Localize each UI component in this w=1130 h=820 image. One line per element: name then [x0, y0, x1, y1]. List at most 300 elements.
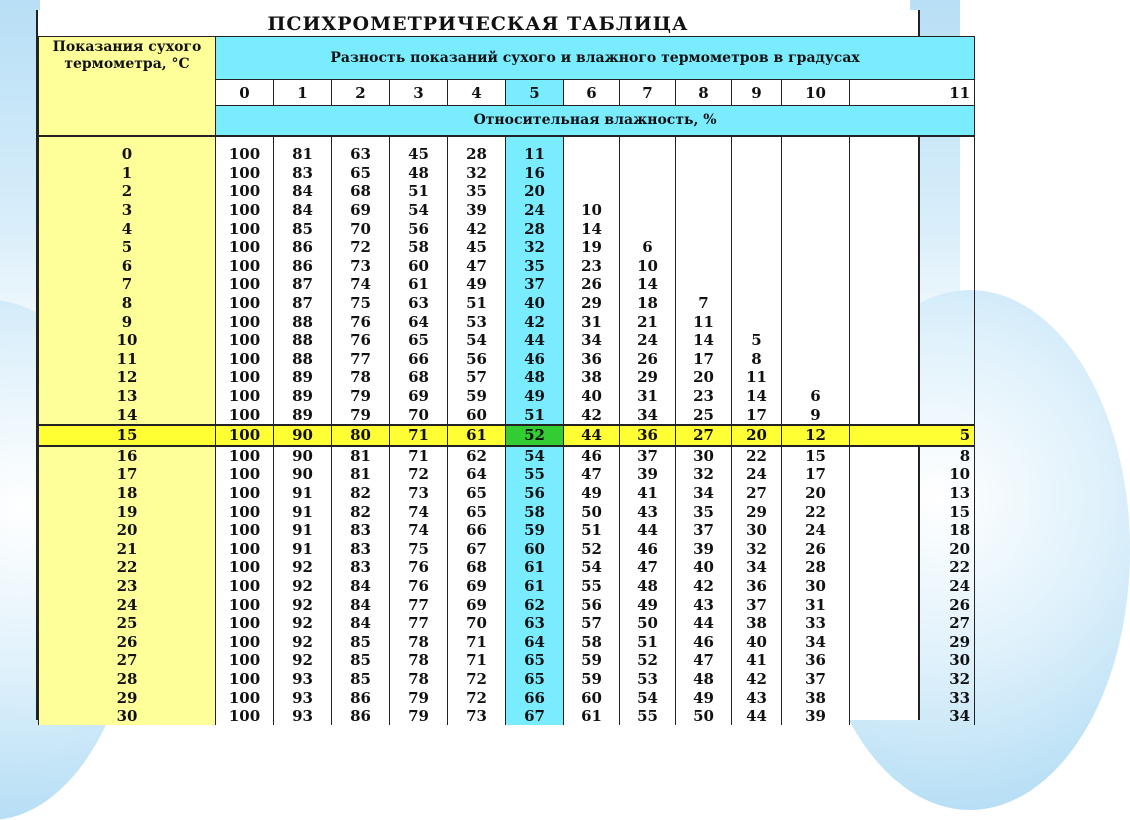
humidity-cell: 100	[216, 387, 274, 406]
humidity-cell: 100	[216, 405, 274, 425]
humidity-cell	[850, 387, 975, 406]
humidity-cell: 24	[850, 577, 975, 596]
dry-temperature-cell: 11	[39, 350, 216, 369]
humidity-cell: 61	[506, 577, 564, 596]
table-row	[39, 294, 975, 313]
humidity-cell: 30	[850, 651, 975, 670]
humidity-cell: 100	[216, 707, 274, 726]
humidity-cell: 44	[732, 707, 782, 726]
humidity-cell: 72	[448, 670, 506, 689]
humidity-cell: 86	[274, 238, 332, 257]
humidity-cell: 46	[564, 446, 620, 466]
humidity-cell: 38	[732, 614, 782, 633]
dry-temperature-cell: 12	[39, 368, 216, 387]
table-row	[39, 502, 975, 521]
humidity-cell: 69	[332, 201, 390, 220]
humidity-cell: 17	[782, 465, 850, 484]
humidity-cell: 84	[332, 595, 390, 614]
table-row	[39, 688, 975, 707]
humidity-cell: 72	[390, 465, 448, 484]
humidity-cell	[850, 312, 975, 331]
humidity-cell: 53	[448, 312, 506, 331]
humidity-cell: 20	[782, 484, 850, 503]
humidity-cell: 68	[448, 558, 506, 577]
dry-temperature-cell: 25	[39, 614, 216, 633]
humidity-cell: 52	[506, 425, 564, 446]
humidity-cell: 65	[390, 331, 448, 350]
humidity-cell: 91	[274, 521, 332, 540]
humidity-cell: 44	[620, 521, 676, 540]
humidity-cell: 36	[620, 425, 676, 446]
humidity-cell: 6	[782, 387, 850, 406]
humidity-cell: 50	[620, 614, 676, 633]
humidity-cell: 48	[676, 670, 732, 689]
humidity-cell: 86	[332, 707, 390, 726]
humidity-cell: 14	[676, 331, 732, 350]
humidity-cell	[732, 182, 782, 201]
humidity-cell: 59	[564, 670, 620, 689]
humidity-cell: 20	[676, 368, 732, 387]
humidity-cell: 85	[332, 632, 390, 651]
humidity-cell: 76	[390, 558, 448, 577]
humidity-cell: 42	[676, 577, 732, 596]
humidity-cell: 69	[448, 577, 506, 596]
humidity-cell: 78	[390, 632, 448, 651]
humidity-cell	[850, 350, 975, 369]
humidity-cell: 65	[332, 164, 390, 183]
humidity-cell: 65	[448, 484, 506, 503]
humidity-cell: 37	[676, 521, 732, 540]
humidity-cell: 61	[506, 558, 564, 577]
humidity-cell	[782, 275, 850, 294]
humidity-cell: 38	[564, 368, 620, 387]
dry-temperature-cell: 17	[39, 465, 216, 484]
humidity-cell: 18	[620, 294, 676, 313]
humidity-cell: 24	[732, 465, 782, 484]
humidity-cell: 35	[506, 257, 564, 276]
humidity-cell: 15	[850, 502, 975, 521]
humidity-cell: 40	[676, 558, 732, 577]
humidity-cell: 12	[782, 425, 850, 446]
table-row	[39, 145, 975, 164]
humidity-cell: 49	[620, 595, 676, 614]
humidity-cell	[620, 219, 676, 238]
humidity-cell: 100	[216, 521, 274, 540]
dry-temperature-cell: 15	[39, 425, 216, 446]
humidity-cell: 100	[216, 465, 274, 484]
dry-temperature-cell: 24	[39, 595, 216, 614]
humidity-cell: 17	[676, 350, 732, 369]
humidity-cell: 100	[216, 257, 274, 276]
difference-column-header: 0	[216, 80, 274, 105]
humidity-cell: 34	[732, 558, 782, 577]
dry-temperature-cell: 5	[39, 238, 216, 257]
humidity-cell	[782, 238, 850, 257]
humidity-cell: 88	[274, 350, 332, 369]
humidity-cell: 24	[782, 521, 850, 540]
humidity-cell	[732, 275, 782, 294]
humidity-cell: 48	[390, 164, 448, 183]
humidity-cell: 38	[782, 688, 850, 707]
humidity-cell: 51	[448, 294, 506, 313]
humidity-cell: 75	[390, 539, 448, 558]
humidity-cell: 16	[506, 164, 564, 183]
humidity-cell	[564, 145, 620, 164]
humidity-cell: 28	[782, 558, 850, 577]
humidity-cell: 100	[216, 145, 274, 164]
humidity-cell	[850, 405, 975, 425]
humidity-cell	[676, 164, 732, 183]
humidity-cell: 15	[782, 446, 850, 466]
humidity-cell: 44	[676, 614, 732, 633]
humidity-cell: 100	[216, 614, 274, 633]
dry-temperature-cell: 20	[39, 521, 216, 540]
humidity-cell: 45	[390, 145, 448, 164]
dry-temperature-cell: 4	[39, 219, 216, 238]
humidity-cell: 65	[448, 502, 506, 521]
humidity-cell: 65	[506, 651, 564, 670]
humidity-cell: 30	[676, 446, 732, 466]
table-row	[39, 539, 975, 558]
humidity-cell: 81	[332, 465, 390, 484]
humidity-cell: 52	[564, 539, 620, 558]
humidity-cell	[782, 368, 850, 387]
humidity-cell: 43	[620, 502, 676, 521]
humidity-cell: 100	[216, 558, 274, 577]
humidity-cell: 36	[564, 350, 620, 369]
table-row	[39, 387, 975, 406]
humidity-cell: 48	[620, 577, 676, 596]
humidity-cell: 83	[274, 164, 332, 183]
humidity-cell: 29	[850, 632, 975, 651]
humidity-cell: 93	[274, 707, 332, 726]
humidity-cell: 73	[390, 484, 448, 503]
humidity-cell: 11	[676, 312, 732, 331]
humidity-cell: 51	[620, 632, 676, 651]
humidity-cell: 9	[782, 405, 850, 425]
humidity-cell: 88	[274, 312, 332, 331]
humidity-cell: 32	[506, 238, 564, 257]
humidity-cell: 24	[506, 201, 564, 220]
humidity-cell: 63	[332, 145, 390, 164]
table-row	[39, 425, 975, 446]
dry-temperature-cell: 6	[39, 257, 216, 276]
humidity-cell: 52	[620, 651, 676, 670]
humidity-cell: 56	[390, 219, 448, 238]
humidity-cell: 91	[274, 502, 332, 521]
difference-column-header: 11	[850, 80, 975, 105]
difference-header: Разность показаний сухого и влажного термометров в градусах	[216, 37, 975, 80]
humidity-cell	[850, 182, 975, 201]
humidity-cell: 22	[782, 502, 850, 521]
humidity-cell: 43	[732, 688, 782, 707]
humidity-cell: 100	[216, 446, 274, 466]
humidity-cell: 76	[332, 331, 390, 350]
humidity-cell: 100	[216, 484, 274, 503]
dry-thermometer-header: Показания сухого термометра, °С	[39, 37, 216, 137]
dry-temperature-cell: 28	[39, 670, 216, 689]
humidity-cell: 19	[564, 238, 620, 257]
dry-temperature-cell: 9	[39, 312, 216, 331]
humidity-cell: 62	[448, 446, 506, 466]
dry-temperature-cell: 2	[39, 182, 216, 201]
humidity-cell: 45	[448, 238, 506, 257]
humidity-cell	[564, 164, 620, 183]
humidity-cell: 49	[506, 387, 564, 406]
humidity-cell: 10	[850, 465, 975, 484]
humidity-cell: 46	[620, 539, 676, 558]
humidity-cell: 71	[448, 651, 506, 670]
humidity-cell: 71	[448, 632, 506, 651]
humidity-cell	[782, 350, 850, 369]
humidity-cell: 42	[506, 312, 564, 331]
humidity-cell: 86	[332, 688, 390, 707]
humidity-cell: 89	[274, 368, 332, 387]
humidity-cell: 50	[676, 707, 732, 726]
humidity-cell: 37	[782, 670, 850, 689]
humidity-cell: 33	[850, 688, 975, 707]
humidity-cell	[850, 257, 975, 276]
humidity-cell: 56	[448, 350, 506, 369]
difference-column-header: 4	[448, 80, 506, 105]
humidity-cell: 77	[390, 614, 448, 633]
humidity-cell: 27	[732, 484, 782, 503]
humidity-cell: 72	[448, 688, 506, 707]
table-row	[39, 350, 975, 369]
humidity-cell: 54	[448, 331, 506, 350]
humidity-cell: 10	[564, 201, 620, 220]
humidity-cell: 37	[620, 446, 676, 466]
humidity-cell: 37	[506, 275, 564, 294]
dry-temperature-cell: 14	[39, 405, 216, 425]
humidity-cell: 29	[564, 294, 620, 313]
humidity-cell: 100	[216, 368, 274, 387]
humidity-cell: 31	[564, 312, 620, 331]
psychrometric-table	[38, 36, 975, 725]
dry-temperature-cell: 13	[39, 387, 216, 406]
humidity-cell: 54	[564, 558, 620, 577]
humidity-cell	[782, 294, 850, 313]
humidity-cell: 90	[274, 465, 332, 484]
humidity-cell: 61	[564, 707, 620, 726]
humidity-cell: 77	[332, 350, 390, 369]
humidity-cell: 42	[448, 219, 506, 238]
humidity-cell: 64	[390, 312, 448, 331]
table-row	[39, 405, 975, 425]
humidity-cell: 41	[620, 484, 676, 503]
dry-temperature-cell: 1	[39, 164, 216, 183]
humidity-cell: 63	[390, 294, 448, 313]
humidity-cell: 93	[274, 670, 332, 689]
humidity-cell	[676, 145, 732, 164]
humidity-cell: 83	[332, 539, 390, 558]
dry-temperature-cell: 19	[39, 502, 216, 521]
humidity-cell: 13	[850, 484, 975, 503]
humidity-cell: 27	[850, 614, 975, 633]
humidity-cell: 22	[850, 558, 975, 577]
humidity-cell: 21	[620, 312, 676, 331]
humidity-cell: 79	[332, 405, 390, 425]
humidity-cell: 86	[274, 257, 332, 276]
humidity-cell: 8	[732, 350, 782, 369]
dry-temperature-cell: 7	[39, 275, 216, 294]
humidity-cell	[676, 238, 732, 257]
humidity-cell: 42	[564, 405, 620, 425]
humidity-cell: 100	[216, 331, 274, 350]
humidity-cell: 6	[620, 238, 676, 257]
humidity-cell: 29	[620, 368, 676, 387]
humidity-cell: 81	[332, 446, 390, 466]
table-row	[39, 632, 975, 651]
humidity-cell: 62	[506, 595, 564, 614]
humidity-cell: 71	[390, 446, 448, 466]
dry-temperature-cell: 0	[39, 145, 216, 164]
humidity-cell: 34	[620, 405, 676, 425]
humidity-cell: 58	[506, 502, 564, 521]
humidity-cell: 85	[332, 670, 390, 689]
humidity-cell: 11	[732, 368, 782, 387]
humidity-cell: 22	[732, 446, 782, 466]
humidity-cell: 49	[564, 484, 620, 503]
humidity-cell: 34	[850, 707, 975, 726]
humidity-cell: 60	[390, 257, 448, 276]
humidity-cell: 47	[564, 465, 620, 484]
humidity-cell: 60	[448, 405, 506, 425]
table-row	[39, 164, 975, 183]
humidity-cell	[782, 219, 850, 238]
humidity-cell: 20	[850, 539, 975, 558]
dry-temperature-cell: 29	[39, 688, 216, 707]
humidity-cell: 65	[506, 670, 564, 689]
humidity-cell: 17	[732, 405, 782, 425]
humidity-cell: 8	[850, 446, 975, 466]
difference-column-header: 8	[676, 80, 732, 105]
humidity-cell: 32	[676, 465, 732, 484]
humidity-cell: 100	[216, 595, 274, 614]
humidity-cell	[620, 182, 676, 201]
humidity-cell: 92	[274, 614, 332, 633]
humidity-cell: 18	[850, 521, 975, 540]
humidity-cell: 100	[216, 275, 274, 294]
humidity-cell	[620, 164, 676, 183]
humidity-cell: 90	[274, 425, 332, 446]
humidity-cell: 31	[620, 387, 676, 406]
humidity-cell: 49	[676, 688, 732, 707]
humidity-cell	[676, 257, 732, 276]
humidity-cell: 58	[390, 238, 448, 257]
humidity-cell: 91	[274, 539, 332, 558]
difference-column-header: 6	[564, 80, 620, 105]
table-row	[39, 670, 975, 689]
humidity-cell: 53	[620, 670, 676, 689]
humidity-cell	[850, 201, 975, 220]
humidity-cell	[676, 182, 732, 201]
humidity-cell: 44	[564, 425, 620, 446]
humidity-cell: 32	[448, 164, 506, 183]
humidity-cell: 55	[506, 465, 564, 484]
humidity-cell: 78	[332, 368, 390, 387]
humidity-cell: 68	[332, 182, 390, 201]
humidity-cell: 26	[620, 350, 676, 369]
humidity-cell: 84	[332, 577, 390, 596]
difference-column-header: 10	[782, 80, 850, 105]
humidity-cell	[850, 238, 975, 257]
humidity-cell: 56	[564, 595, 620, 614]
humidity-cell: 40	[732, 632, 782, 651]
humidity-cell: 77	[390, 595, 448, 614]
header-spacer	[39, 136, 975, 145]
humidity-cell: 100	[216, 219, 274, 238]
humidity-cell: 27	[676, 425, 732, 446]
humidity-cell	[850, 164, 975, 183]
humidity-cell	[782, 164, 850, 183]
dry-temperature-cell: 8	[39, 294, 216, 313]
humidity-cell: 30	[732, 521, 782, 540]
humidity-cell: 100	[216, 312, 274, 331]
dry-temperature-cell: 22	[39, 558, 216, 577]
humidity-cell: 26	[850, 595, 975, 614]
humidity-cell: 84	[274, 182, 332, 201]
humidity-cell: 36	[782, 651, 850, 670]
humidity-cell: 49	[448, 275, 506, 294]
table-row	[39, 707, 975, 726]
humidity-cell: 47	[448, 257, 506, 276]
humidity-cell	[850, 145, 975, 164]
humidity-cell: 59	[448, 387, 506, 406]
humidity-cell: 58	[564, 632, 620, 651]
humidity-cell	[850, 331, 975, 350]
dry-temperature-cell: 30	[39, 707, 216, 726]
humidity-cell	[782, 312, 850, 331]
humidity-cell: 79	[390, 688, 448, 707]
humidity-cell: 40	[506, 294, 564, 313]
table-row	[39, 484, 975, 503]
difference-column-header: 7	[620, 80, 676, 105]
humidity-cell: 100	[216, 577, 274, 596]
humidity-cell: 60	[506, 539, 564, 558]
humidity-cell: 44	[506, 331, 564, 350]
humidity-cell: 66	[506, 688, 564, 707]
table-row	[39, 465, 975, 484]
humidity-cell	[732, 201, 782, 220]
humidity-cell: 70	[332, 219, 390, 238]
humidity-cell: 93	[274, 688, 332, 707]
humidity-cell: 68	[390, 368, 448, 387]
difference-column-header: 1	[274, 80, 332, 105]
humidity-cell: 61	[448, 425, 506, 446]
table-row	[39, 257, 975, 276]
humidity-cell: 91	[274, 484, 332, 503]
page-title: ПСИХРОМЕТРИЧЕСКАЯ ТАБЛИЦА	[267, 13, 689, 35]
humidity-cell: 59	[506, 521, 564, 540]
table-row	[39, 446, 975, 466]
humidity-cell: 73	[448, 707, 506, 726]
humidity-cell: 70	[390, 405, 448, 425]
humidity-cell: 14	[564, 219, 620, 238]
humidity-cell: 82	[332, 502, 390, 521]
humidity-cell: 79	[390, 707, 448, 726]
humidity-cell: 100	[216, 670, 274, 689]
humidity-cell	[620, 145, 676, 164]
humidity-cell: 83	[332, 521, 390, 540]
humidity-cell: 100	[216, 238, 274, 257]
humidity-cell: 74	[390, 502, 448, 521]
humidity-cell: 67	[506, 707, 564, 726]
difference-column-header: 2	[332, 80, 390, 105]
humidity-cell: 84	[274, 201, 332, 220]
humidity-cell: 48	[506, 368, 564, 387]
humidity-cell	[850, 294, 975, 313]
